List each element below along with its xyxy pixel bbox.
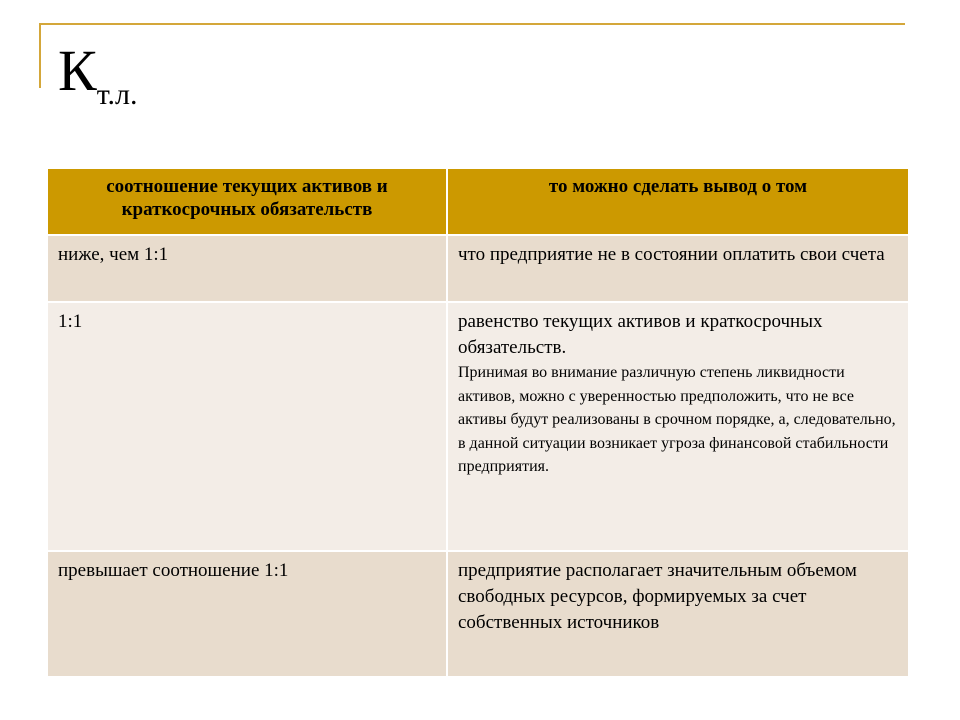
cell-ratio: 1:1 bbox=[48, 303, 446, 550]
cell-conclusion bbox=[448, 303, 908, 550]
table-row bbox=[48, 236, 908, 301]
cell-ratio: превышает соотношение 1:1 bbox=[48, 552, 446, 676]
table-header-row bbox=[48, 169, 908, 234]
header-conclusion: то можно сделать вывод о том bbox=[448, 169, 908, 234]
table-row bbox=[48, 303, 908, 550]
title-main: К bbox=[58, 38, 97, 103]
slide-title bbox=[58, 38, 138, 111]
cell-conclusion: предприятие располагает значительным объемом свободных ресурсов, формируемых за счет собственных источников bbox=[448, 552, 908, 676]
decorative-left-rule bbox=[39, 23, 41, 88]
cell-ratio: ниже, чем 1:1 bbox=[48, 236, 446, 301]
cell-conclusion: что предприятие не в состоянии оплатить свои счета bbox=[448, 236, 908, 301]
table-row bbox=[48, 552, 908, 676]
title-subscript: т.л. bbox=[96, 78, 138, 111]
conclusion-text: равенство текущих активов и краткосрочных обязательств. bbox=[458, 311, 823, 358]
decorative-top-rule bbox=[40, 23, 905, 25]
header-ratio: соотношение текущих активов и краткосрочных обязательств bbox=[48, 169, 446, 234]
ratio-table bbox=[46, 167, 910, 678]
conclusion-note: Принимая во внимание различную степень ликвидности активов, можно с уверенностью предположить, что не все активы будут реализованы в срочном порядке, а, следовательно, в данной ситуации возникает угроза финансовой стабильности предприятия. bbox=[458, 364, 896, 475]
